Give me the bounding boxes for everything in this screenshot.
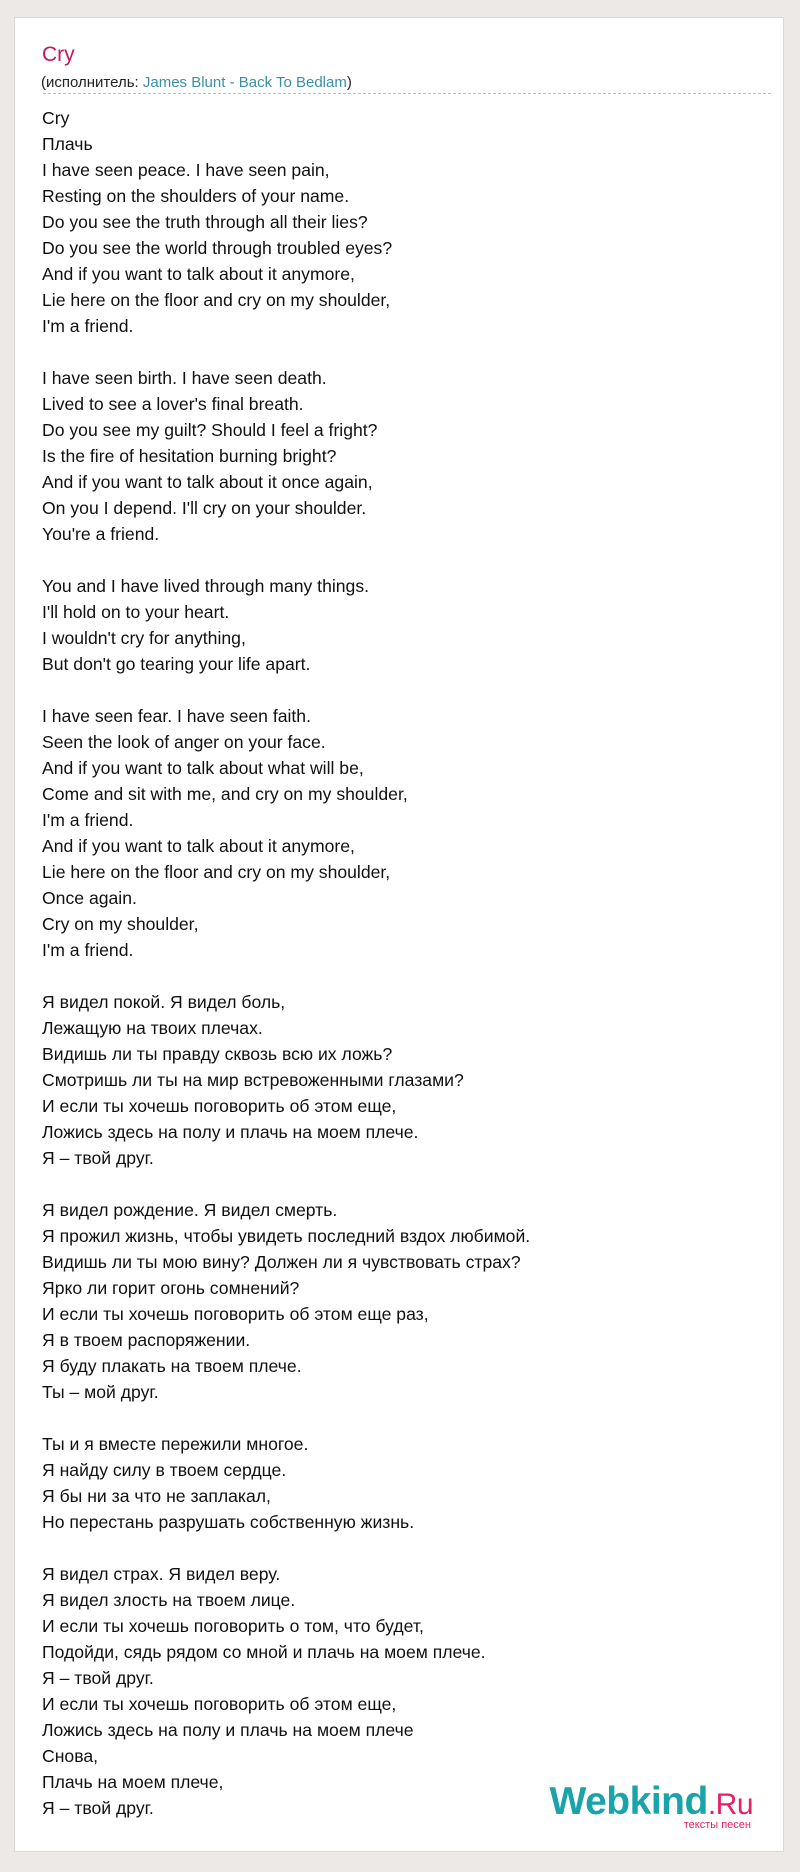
lyrics-card xyxy=(14,17,784,1852)
watermark-tagline: тексты песен xyxy=(683,1819,751,1831)
lyric-line: Come and sit with me, and cry on my shoulder, xyxy=(42,784,408,804)
lyric-line: Я видел рождение. Я видел смерть. xyxy=(42,1200,338,1220)
lyric-line: I have seen fear. I have seen faith. xyxy=(42,706,311,726)
lyric-line: Плачь xyxy=(42,134,93,154)
lyric-line: Resting on the shoulders of your name. xyxy=(42,186,350,206)
lyric-line: Lie here on the floor and cry on my shoulder, xyxy=(42,290,391,310)
artist-album-link[interactable]: James Blunt - Back To Bedlam xyxy=(142,74,347,91)
lyric-line: But don't go tearing your life apart. xyxy=(42,654,311,674)
lyric-line: And if you want to talk about what will be, xyxy=(42,758,364,778)
lyric-line: Я буду плакать на твоем плече. xyxy=(42,1356,302,1376)
stanza-break xyxy=(42,339,530,365)
lyric-line: Seen the look of anger on your face. xyxy=(42,732,326,752)
lyric-line: Смотришь ли ты на мир встревоженными глазами? xyxy=(42,1070,464,1090)
lyric-line: You and I have lived through many things. xyxy=(42,576,370,596)
lyric-line: Подойди, сядь рядом со мной и плачь на моем плече. xyxy=(42,1642,486,1662)
lyric-line: Ярко ли горит огонь сомнений? xyxy=(42,1278,300,1298)
lyric-line: Cry on my shoulder, xyxy=(42,914,199,934)
watermark-brand: Webkind xyxy=(549,1780,708,1823)
stanza-break xyxy=(42,963,530,989)
lyric-line: I'm a friend. xyxy=(42,810,134,830)
lyric-line: Lie here on the floor and cry on my shoulder, xyxy=(42,862,391,882)
lyric-line: I'm a friend. xyxy=(42,316,134,336)
byline-suffix: ) xyxy=(346,74,352,91)
lyric-line: You're a friend. xyxy=(42,524,160,544)
song-title: Cry xyxy=(42,43,75,66)
lyric-line: Я бы ни за что не заплакал, xyxy=(42,1486,271,1506)
lyric-line: Видишь ли ты правду сквозь всю их ложь? xyxy=(42,1044,393,1064)
lyric-line: Я видел злость на твоем лице. xyxy=(42,1590,296,1610)
lyric-line: И если ты хочешь поговорить об этом еще раз, xyxy=(42,1304,429,1324)
lyric-line: Я – твой друг. xyxy=(42,1148,154,1168)
lyric-line: Ложись здесь на полу и плачь на моем плече. xyxy=(42,1122,419,1142)
lyric-line: And if you want to talk about it once again, xyxy=(42,472,373,492)
lyric-line: Снова, xyxy=(42,1746,99,1766)
stanza-break xyxy=(42,1171,530,1197)
lyric-line: Lived to see a lover's final breath. xyxy=(42,394,304,414)
lyric-line: And if you want to talk about it anymore, xyxy=(42,836,355,856)
lyric-line: Я в твоем распоряжении. xyxy=(42,1330,251,1350)
lyric-line: Лежащую на твоих плечах. xyxy=(42,1018,263,1038)
lyrics-text xyxy=(42,105,530,1821)
watermark-logo xyxy=(550,1782,753,1831)
lyric-line: Я – твой друг. xyxy=(42,1798,154,1818)
lyric-line: Видишь ли ты мою вину? Должен ли я чувствовать страх? xyxy=(42,1252,521,1272)
lyric-line: И если ты хочешь поговорить о том, что будет, xyxy=(42,1616,424,1636)
lyric-line: On you I depend. I'll cry on your shoulder. xyxy=(42,498,367,518)
lyric-line: Ты и я вместе пережили многое. xyxy=(42,1434,309,1454)
lyric-line: Я найду силу в твоем сердце. xyxy=(42,1460,287,1480)
stanza-break xyxy=(42,1535,530,1561)
lyric-line: I have seen birth. I have seen death. xyxy=(42,368,327,388)
stanza-break xyxy=(42,1405,530,1431)
lyric-line: Ты – мой друг. xyxy=(42,1382,159,1402)
lyric-line: I wouldn't cry for anything, xyxy=(42,628,246,648)
lyric-line: Once again. xyxy=(42,888,137,908)
lyric-line: And if you want to talk about it anymore, xyxy=(42,264,355,284)
lyric-line: I'm a friend. xyxy=(42,940,134,960)
lyric-line: И если ты хочешь поговорить об этом еще, xyxy=(42,1694,397,1714)
divider xyxy=(43,93,771,94)
stanza-break xyxy=(42,677,530,703)
byline xyxy=(41,74,352,91)
lyric-line: Cry xyxy=(42,108,70,128)
watermark-tld: .Ru xyxy=(707,1788,753,1821)
lyric-line: Но перестань разрушать собственную жизнь. xyxy=(42,1512,415,1532)
lyric-line: И если ты хочешь поговорить об этом еще, xyxy=(42,1096,397,1116)
lyric-line: Я прожил жизнь, чтобы увидеть последний вздох любимой. xyxy=(42,1226,531,1246)
lyric-line: Do you see the truth through all their lies? xyxy=(42,212,368,232)
stanza-break xyxy=(42,547,530,573)
lyric-line: Do you see my guilt? Should I feel a fright? xyxy=(42,420,378,440)
lyric-line: I'll hold on to your heart. xyxy=(42,602,230,622)
lyric-line: Do you see the world through troubled eyes? xyxy=(42,238,393,258)
lyric-line: Я – твой друг. xyxy=(42,1668,154,1688)
byline-prefix: (исполнитель: xyxy=(41,74,143,91)
lyric-line: Is the fire of hesitation burning bright? xyxy=(42,446,337,466)
lyric-line: Я видел покой. Я видел боль, xyxy=(42,992,286,1012)
lyric-line: Я видел страх. Я видел веру. xyxy=(42,1564,281,1584)
lyric-line: I have seen peace. I have seen pain, xyxy=(42,160,330,180)
lyric-line: Ложись здесь на полу и плачь на моем плече xyxy=(42,1720,414,1740)
lyric-line: Плачь на моем плече, xyxy=(42,1772,224,1792)
